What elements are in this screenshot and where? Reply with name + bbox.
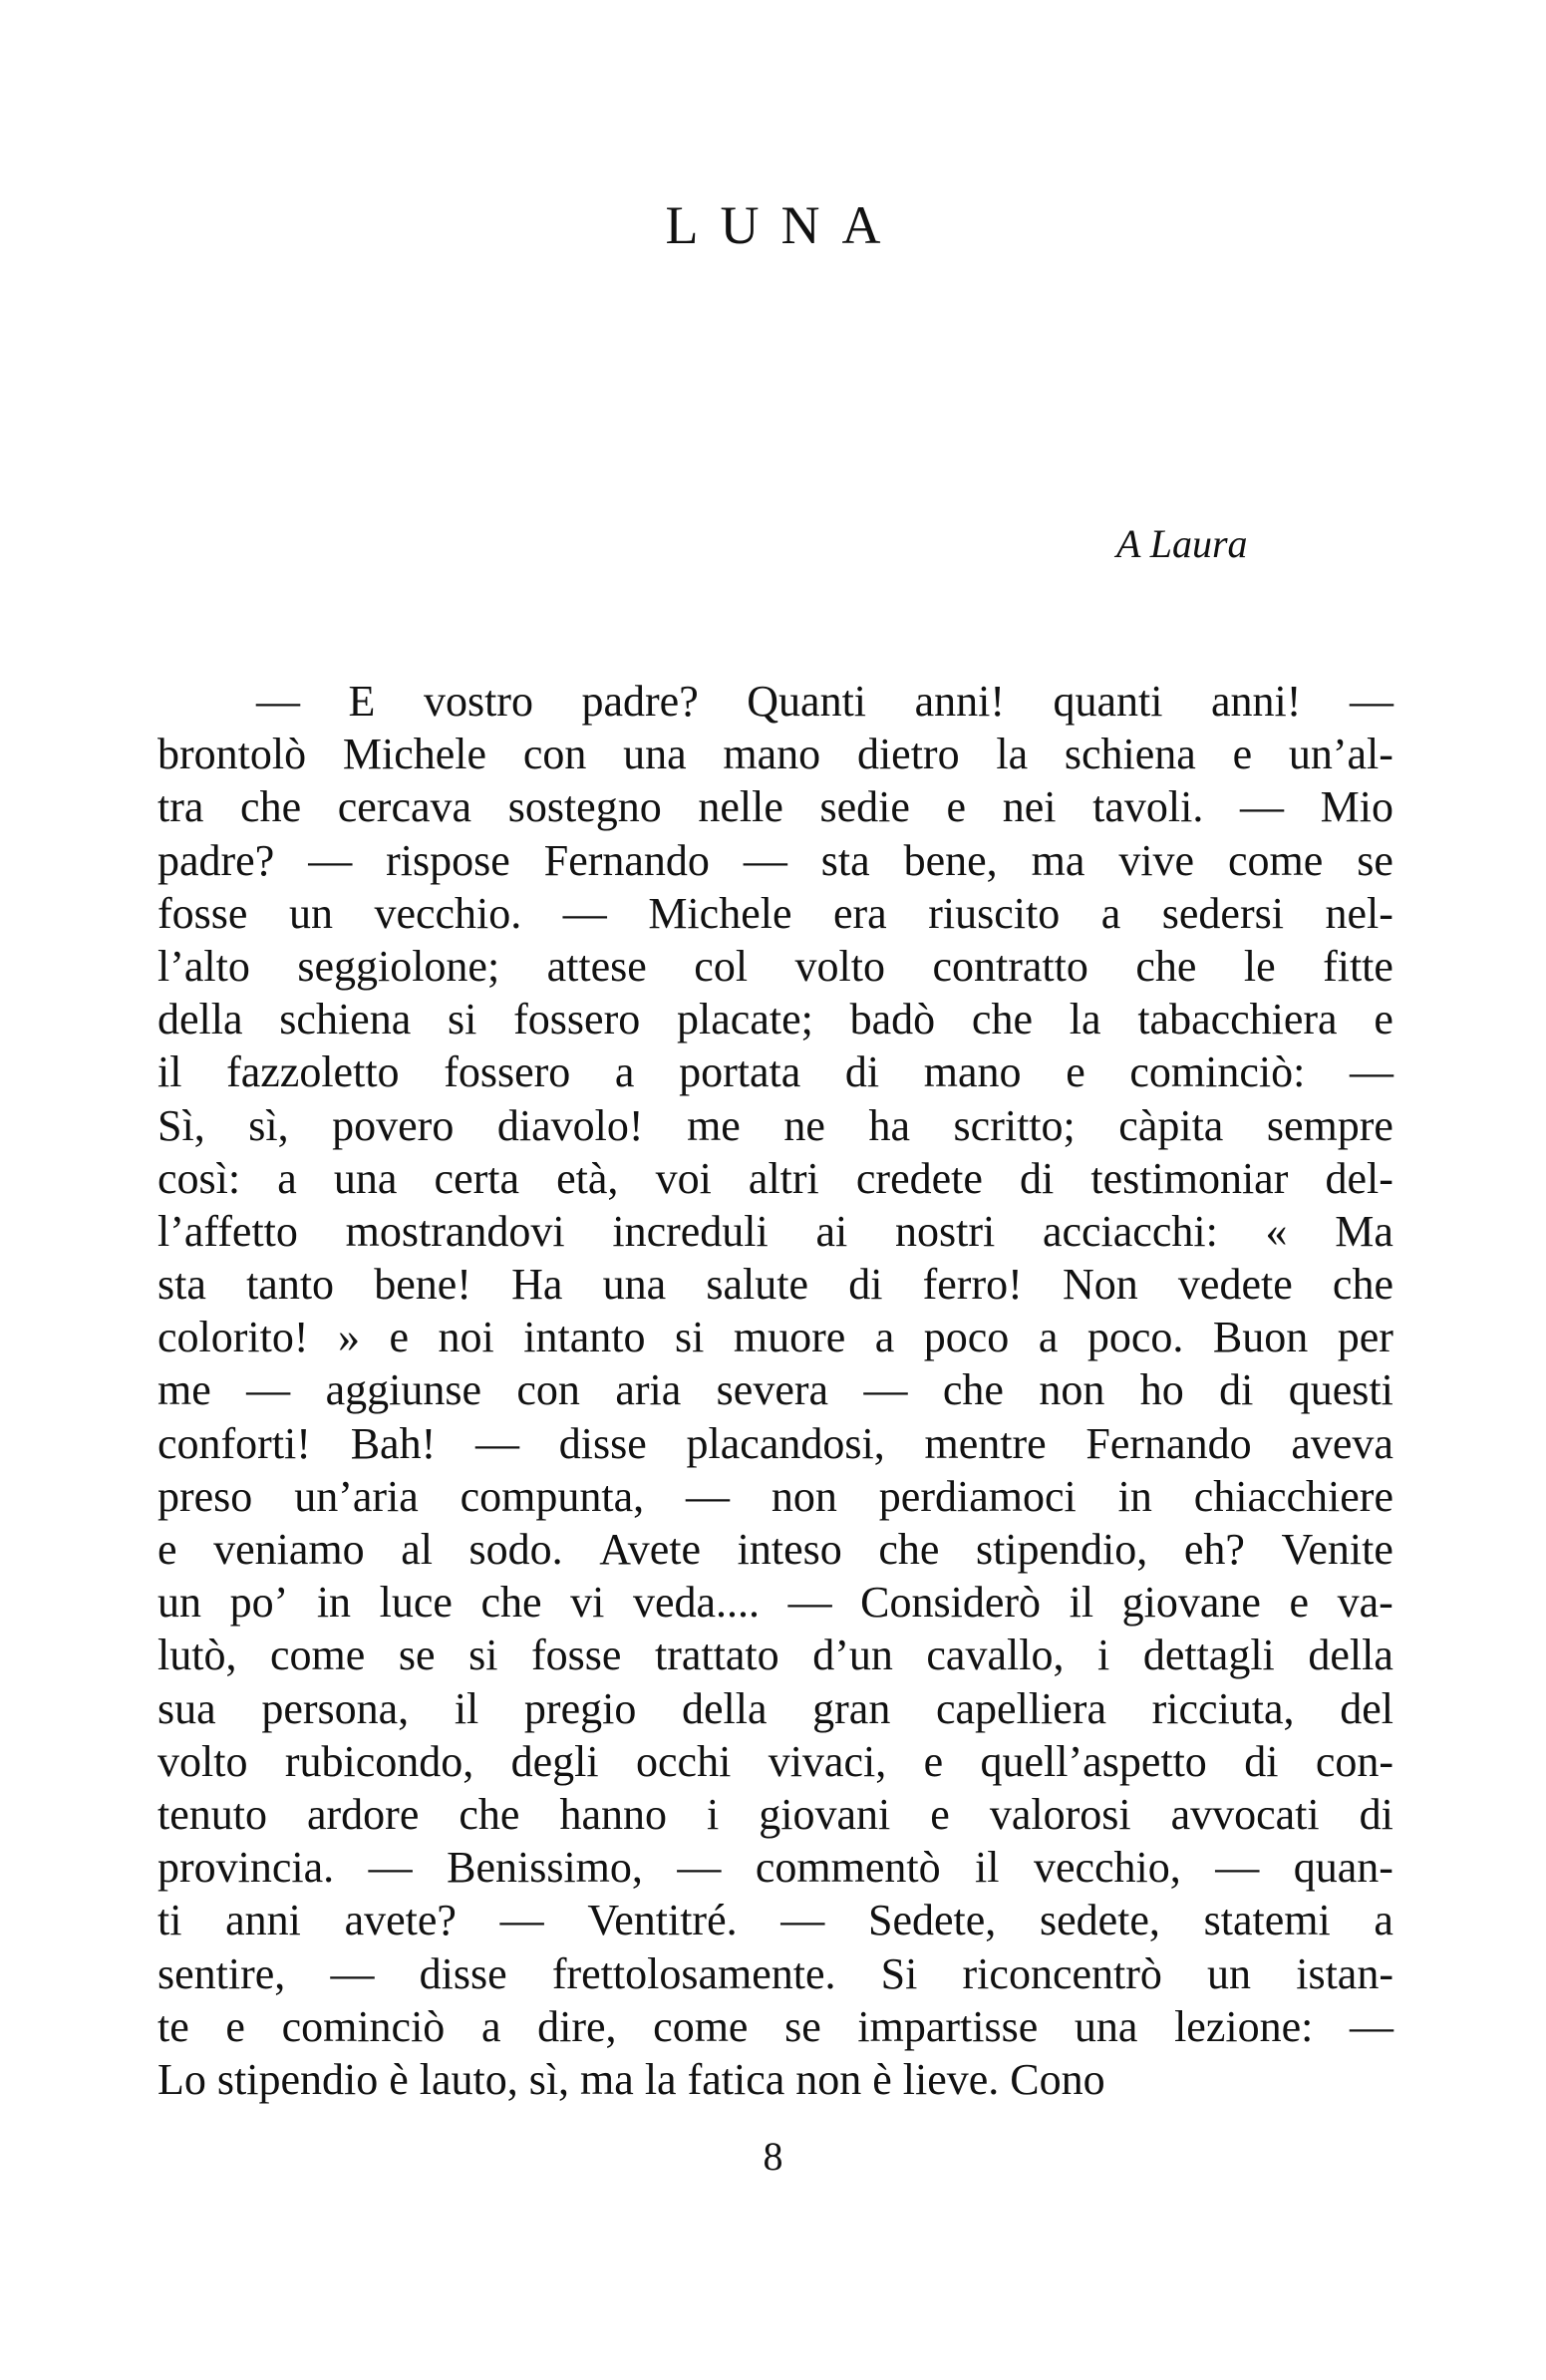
text-line: il fazzoletto fossero a portata di mano e cominciò: —	[157, 1047, 1393, 1097]
text-line: te e cominciò a dire, come se impartisse una lezione: —	[157, 2001, 1393, 2051]
page-number: 8	[763, 2134, 783, 2179]
text-line: lutò, come se si fosse trattato d’un cavallo, i dettagli della	[157, 1631, 1393, 1680]
text-line: tra che cercava sostegno nelle sedie e nei tavoli. — Mio	[157, 782, 1393, 832]
text-line: conforti! Bah! — disse placandosi, mentre Fernando aveva	[157, 1418, 1393, 1468]
text-line: me — aggiunse con aria severa — che non ho di questi	[157, 1365, 1393, 1415]
text-line: tenuto ardore che hanno i giovani e valorosi avvocati di	[157, 1789, 1393, 1839]
text-line: l’alto seggiolone; attese col volto contratto che le fitte	[157, 941, 1393, 991]
text-line: brontolò Michele con una mano dietro la schiena e un’al-	[157, 730, 1393, 779]
text-line: volto rubicondo, degli occhi vivaci, e quell’aspetto di con-	[157, 1736, 1393, 1786]
text-line: e veniamo al sodo. Avete inteso che stipendio, eh? Venite	[157, 1525, 1393, 1574]
text-line: sta tanto bene! Ha una salute di ferro! Non vedete che	[157, 1260, 1393, 1310]
text-line: padre? — rispose Fernando — sta bene, ma vive come se	[157, 835, 1393, 885]
text-line: ti anni avete? — Ventitré. — Sedete, sedete, statemi a	[157, 1896, 1393, 1945]
text-line: della schiena si fossero placate; badò che la tabacchiera e	[157, 995, 1393, 1044]
text-line: provincia. — Benissimo, — commentò il vecchio, — quan-	[157, 1843, 1393, 1893]
dedication: A Laura	[1116, 521, 1248, 566]
chapter-title: LUNA	[665, 195, 903, 255]
text-line: — E vostro padre? Quanti anni! quanti anni! —	[256, 677, 1393, 726]
text-line: fosse un vecchio. — Michele era riuscito a sedersi nel-	[157, 888, 1393, 938]
text-line: preso un’aria compunta, — non perdiamoci in chiacchiere	[157, 1471, 1393, 1521]
text-line: colorito! » e noi intanto si muore a poco a poco. Buon per	[157, 1313, 1393, 1362]
text-line: un po’ in luce che vi veda.... — Considerò il giovane e va-	[157, 1578, 1393, 1628]
text-line: sentire, — disse frettolosamente. Si riconcentrò un istan-	[157, 1948, 1393, 1998]
text-line: sua persona, il pregio della gran capelliera ricciuta, del	[157, 1683, 1393, 1733]
text-line: così: a una certa età, voi altri credete di testimoniar del-	[157, 1153, 1393, 1203]
body-text	[157, 675, 1393, 2106]
text-line: l’affetto mostrandovi increduli ai nostri acciacchi: « Ma	[157, 1206, 1393, 1256]
text-line: Lo stipendio è lauto, sì, ma la fatica non è lieve. Cono	[157, 2054, 1105, 2104]
text-line: Sì, sì, povero diavolo! me ne ha scritto; càpita sempre	[157, 1100, 1393, 1150]
